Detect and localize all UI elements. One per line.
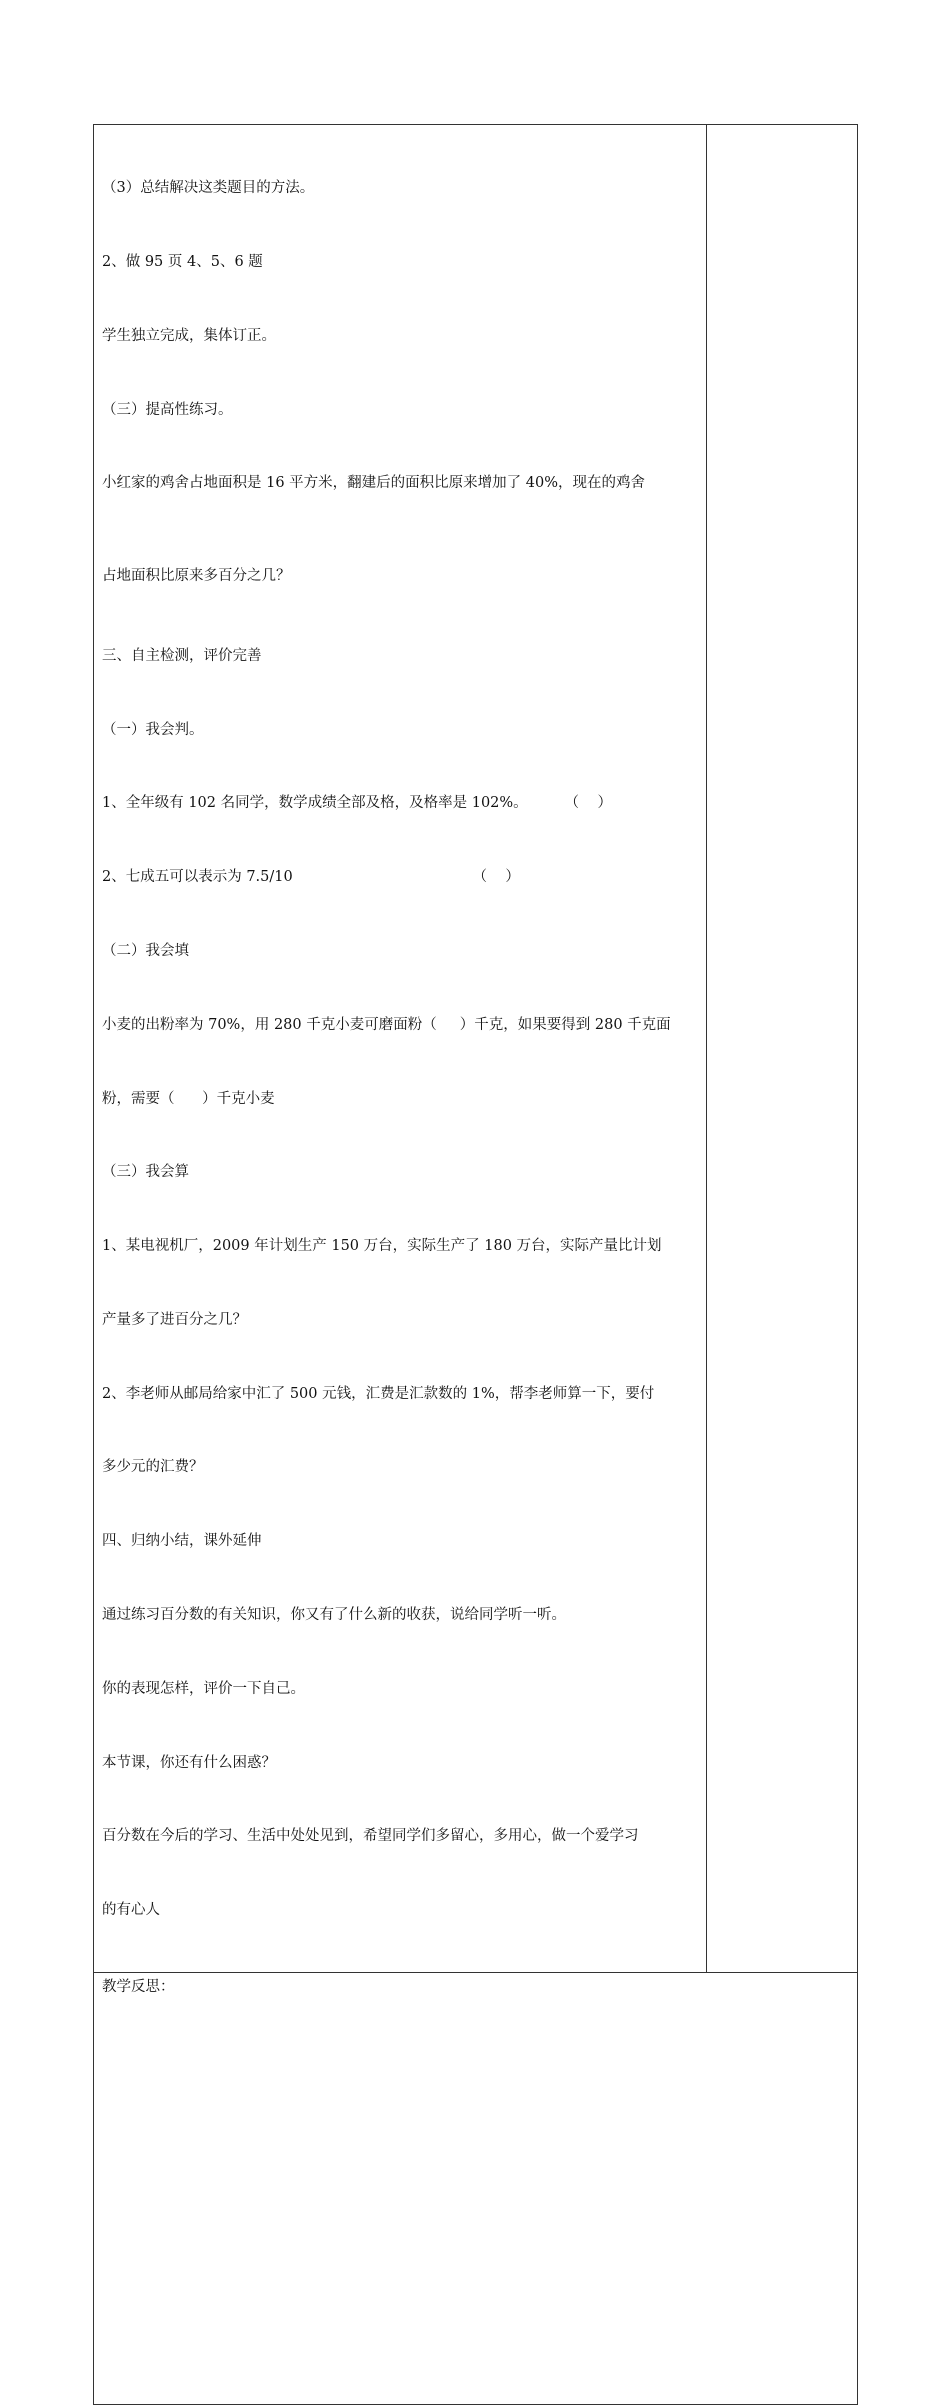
text-line: 占地面积比原来多百分之几？ xyxy=(102,568,291,585)
reflection-row xyxy=(94,1972,858,2404)
lesson-content xyxy=(94,125,706,1972)
lesson-plan-table xyxy=(93,124,858,2405)
question-line: 2、七成五可以表示为 7.5/10 （ ） xyxy=(102,869,520,886)
text-line: 2、做 95 页 4、5、6 题 xyxy=(102,253,263,270)
question-line: 粉，需要（ ）千克小麦 xyxy=(102,1090,275,1107)
question-line: 1、全年级有 102 名同学，数学成绩全部及格，及格率是 102%。 （ ） xyxy=(102,795,612,812)
section-heading: 四、归纳小结，课外延伸 xyxy=(102,1533,262,1550)
question-line: 多少元的汇费？ xyxy=(102,1459,204,1476)
section-heading: （三）提高性练习。 xyxy=(102,401,233,418)
text-line: 百分数在今后的学习、生活中处处见到，希望同学们多留心，多用心，做一个爱学习 xyxy=(102,1828,639,1845)
notes-cell xyxy=(707,125,858,1973)
text-line: 你的表现怎样，评价一下自己。 xyxy=(102,1680,305,1697)
text-line: 通过练习百分数的有关知识，你又有了什么新的收获，说给同学听一听。 xyxy=(102,1607,566,1624)
lesson-content-cell xyxy=(94,125,707,1973)
text-line: 小红家的鸡舍占地面积是 16 平方米，翻建后的面积比原来增加了 40%，现在的鸡舍 xyxy=(102,475,646,492)
section-heading: （三）我会算 xyxy=(102,1164,189,1181)
text-line: 学生独立完成，集体订正。 xyxy=(102,327,276,344)
text-line: 本节课，你还有什么困惑？ xyxy=(102,1754,276,1771)
reflection-label: 教学反思： xyxy=(102,1978,175,1995)
reflection-cell xyxy=(94,1972,858,2404)
question-line: 1、某电视机厂，2009 年计划生产 150 万台，实际生产了 180 万台，实际产量比计划 xyxy=(102,1238,662,1255)
lesson-row xyxy=(94,125,858,1973)
question-line: 产量多了进百分之几？ xyxy=(102,1311,247,1328)
text-line: 的有心人 xyxy=(102,1902,160,1919)
text-line: （3）总结解决这类题目的方法。 xyxy=(102,180,315,197)
question-line: 2、李老师从邮局给家中汇了 500 元钱，汇费是汇款数的 1%，帮李老师算一下，要付 xyxy=(102,1385,655,1402)
section-heading: 三、自主检测，评价完善 xyxy=(102,647,262,664)
section-heading: （一）我会判。 xyxy=(102,721,204,738)
question-line: 小麦的出粉率为 70%，用 280 千克小麦可磨面粉（ ）千克，如果要得到 280 千克面 xyxy=(102,1016,671,1033)
section-heading: （二）我会填 xyxy=(102,943,189,959)
